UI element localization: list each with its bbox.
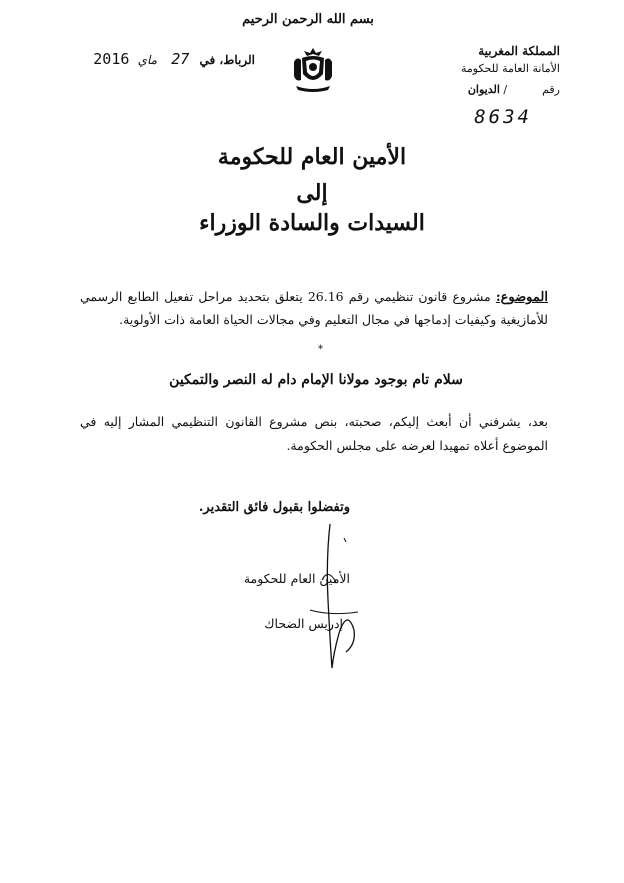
closing-line: وتفضلوا بقبول فائق التقدير.: [198, 500, 350, 515]
subject-label: الموضوع:: [495, 290, 548, 305]
reference-number: 8634: [474, 106, 532, 128]
reference-office: الديوان: [467, 83, 500, 96]
recipients-title: السيدات والسادة الوزراء: [199, 210, 425, 236]
sender-header: [420, 44, 560, 96]
separator-star: *: [318, 344, 323, 355]
sender-title: الأمين العام للحكومة: [217, 144, 407, 170]
kingdom-label: المملكة المغربية: [478, 44, 560, 58]
secretariat-label: الأمانة العامة للحكومة: [460, 62, 560, 75]
subject-paragraph: [80, 286, 548, 331]
reference-slash: /: [503, 83, 508, 96]
reference-label: رقم: [542, 83, 560, 96]
salutation: سلام تام بوجود مولانا الإمام دام له النصر والتمكين: [169, 372, 463, 388]
to-label: إلى: [296, 180, 328, 206]
subject-text: مشروع قانون تنظيمي رقم 26.16 يتعلق بتحديد مراحل تفعيل الطابع الرسمي للأمازيغية وكيفيات إدماجها في مجال التعليم وفي مجالات الحياة العامة ذات الأولوية.: [80, 289, 548, 327]
date-year: 2016: [93, 50, 130, 68]
royal-emblem-icon: [288, 44, 338, 94]
reference-line: [420, 83, 560, 96]
date-line: [55, 50, 255, 68]
handwritten-signature-icon: [300, 520, 370, 680]
body-paragraph: بعد، يشرفني أن أبعث إليكم، صحبته، بنص مشروع القانون التنظيمي المشار إليه في الموضوع أعلاه تمهيدا لعرضه على مجلس الحكومة.: [80, 414, 548, 453]
signatory-title: الأمين العام للحكومة: [243, 571, 350, 586]
signatory-name: إدريس الضحاك: [264, 616, 343, 631]
bismillah-header: بسم الله الرحمن الرحيم: [242, 12, 374, 27]
place-label: الرباط، في: [199, 53, 255, 67]
date-month: ماي: [137, 53, 158, 67]
date-day: 27: [171, 50, 190, 68]
